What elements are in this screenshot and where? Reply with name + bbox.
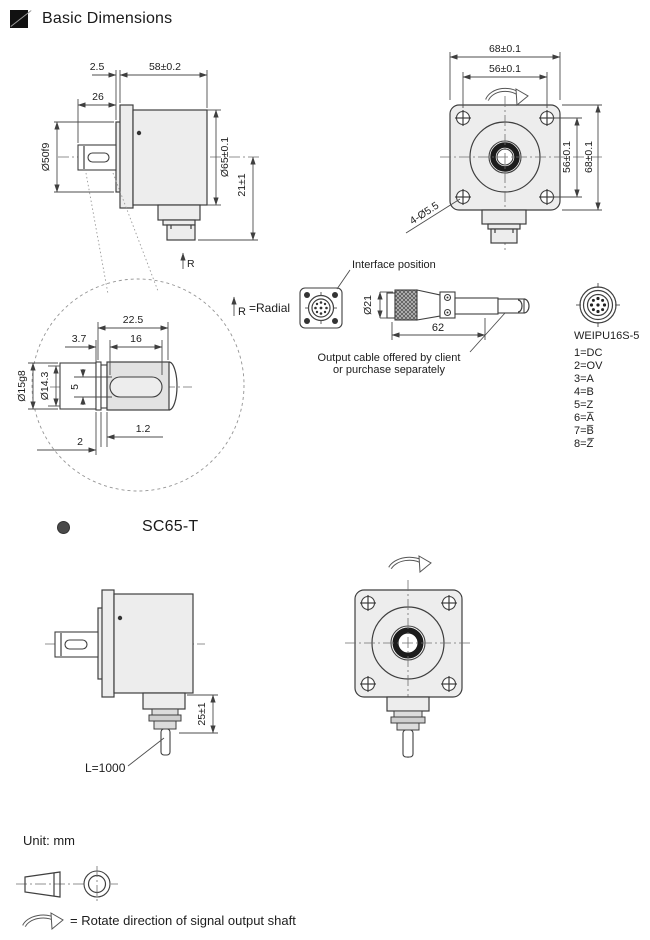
sc65t-side-view — [45, 590, 218, 775]
dim-relief-diameter: Ø14.3 — [39, 371, 51, 401]
dim-26: 26 — [92, 91, 104, 103]
side-view-drawing — [40, 61, 260, 270]
dim-outer-width: 68±0.1 — [488, 43, 522, 55]
interface-connector-face — [300, 288, 342, 328]
pin-8: 8=Z̅ — [574, 438, 594, 450]
pin-5: 5=Z — [574, 399, 594, 411]
dim-mounting-holes: 4-Ø5.5 — [407, 199, 442, 228]
sc65t-front-view — [345, 556, 472, 758]
pinout-block — [574, 283, 639, 450]
pin-4: 4=B — [574, 386, 594, 398]
shaft-detail-drawing — [16, 173, 244, 491]
cable-note-line2: or purchase separately — [333, 364, 445, 376]
dim-groove: 2 — [77, 436, 83, 448]
section1-title: Basic Dimensions — [42, 10, 173, 27]
cable-note-line1: Output cable offered by client — [317, 352, 461, 364]
pin-2: 2=OV — [574, 360, 603, 372]
pinout-model: WEIPU16S-5 — [574, 330, 640, 342]
dim-shaft-diameter: Ø15g8 — [16, 370, 28, 402]
pin-7: 7=B̅ — [574, 425, 594, 437]
dim-key-length: 16 — [130, 333, 142, 345]
dim-25: 25±1 — [196, 702, 208, 726]
dim-key-height: 1.2 — [135, 423, 151, 435]
dim-inner-width: 56±0.1 — [488, 63, 522, 75]
sc65t-rotation-arrow-icon — [390, 556, 431, 572]
interface-position-label: Interface position — [352, 259, 436, 271]
dim-outer-height: 68±0.1 — [583, 140, 595, 174]
rotation-arrow-icon — [487, 89, 528, 105]
radial-marker-label: R — [187, 258, 195, 270]
dim-2-5: 2.5 — [89, 61, 105, 73]
cable-connector-drawing — [387, 290, 529, 320]
footer-legend — [16, 833, 296, 929]
dim-21: 21±1 — [236, 173, 248, 197]
dim-cable-diameter: Ø21 — [362, 295, 374, 315]
unit-label: Unit: mm — [23, 833, 75, 848]
pin-3: 3=A — [574, 373, 594, 385]
projection-symbol-icon — [16, 866, 118, 902]
dim-inner-height: 56±0.1 — [561, 140, 573, 174]
pinout-connector-icon — [576, 283, 620, 327]
rotate-legend-text: = Rotate direction of signal output shaft — [70, 913, 296, 928]
interface-and-cable-drawing — [234, 259, 529, 376]
rotate-legend-arrow-icon — [24, 913, 63, 929]
front-view-drawing — [406, 43, 602, 250]
dim-58: 58±0.2 — [148, 61, 182, 73]
pin-6: 6=A̅ — [574, 412, 594, 424]
pin-1: 1=DC — [574, 347, 603, 359]
cable-length-label: L=1000 — [85, 761, 126, 775]
dim-neck: 3.7 — [71, 333, 87, 345]
radial-eq-label: =Radial — [249, 301, 291, 315]
dim-key-width: 5 — [69, 384, 81, 390]
dim-cable-length: 62 — [431, 322, 445, 334]
dim-shaft-total: 22.5 — [122, 314, 144, 326]
section2-title: SC65-T — [142, 518, 199, 535]
dim-body-diameter: Ø65±0.1 — [219, 136, 231, 178]
body-screw-dot — [137, 131, 141, 135]
dim-hub-diameter: Ø50f9 — [40, 142, 52, 172]
radial-r-label: R — [238, 306, 246, 318]
